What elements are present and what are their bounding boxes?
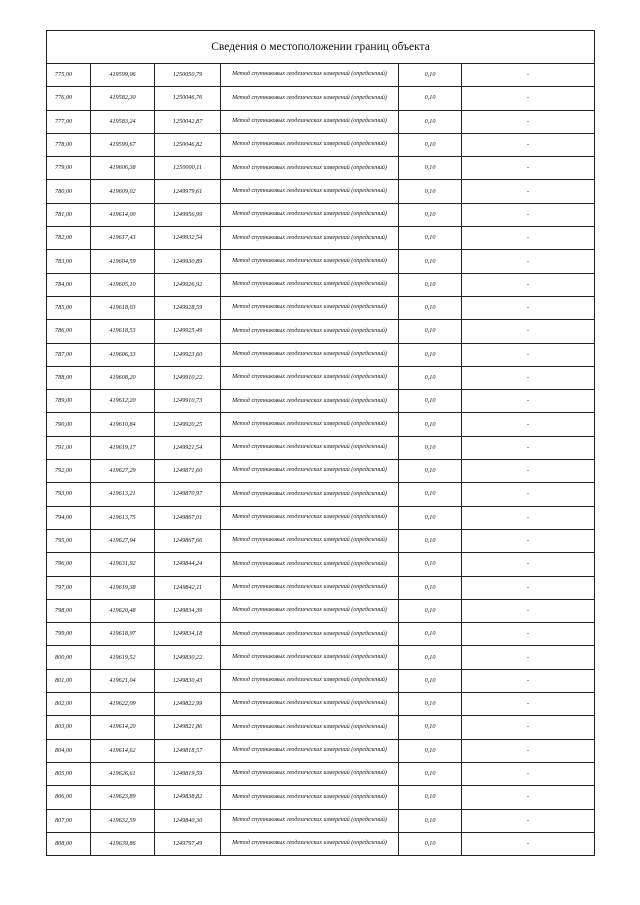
point-number-cell: 788,00 [47, 366, 91, 389]
x-coordinate-cell: 419618,53 [91, 320, 155, 343]
x-coordinate-cell: 419621,04 [91, 669, 155, 692]
point-number-cell: 787,00 [47, 343, 91, 366]
y-coordinate-cell: 1249956,99 [155, 203, 221, 226]
method-cell: Метод спутниковых геодезических измерений (определений) [221, 436, 399, 459]
description-cell: - [462, 716, 595, 739]
description-cell: - [462, 180, 595, 203]
description-cell: - [462, 390, 595, 413]
point-number-cell: 779,00 [47, 157, 91, 180]
y-coordinate-cell: 1249930,89 [155, 250, 221, 273]
table-row [47, 273, 595, 296]
accuracy-cell: 0,10 [399, 809, 462, 832]
table-body [47, 64, 595, 856]
x-coordinate-cell: 419609,02 [91, 180, 155, 203]
y-coordinate-cell: 1249920,25 [155, 413, 221, 436]
y-coordinate-cell: 1249830,43 [155, 669, 221, 692]
point-number-cell: 791,00 [47, 436, 91, 459]
y-coordinate-cell: 1249834,39 [155, 599, 221, 622]
table-row [47, 739, 595, 762]
table-row [47, 390, 595, 413]
y-coordinate-cell: 1249834,18 [155, 623, 221, 646]
table-row [47, 623, 595, 646]
table-row [47, 180, 595, 203]
x-coordinate-cell: 419608,20 [91, 366, 155, 389]
description-cell: - [462, 646, 595, 669]
point-number-cell: 790,00 [47, 413, 91, 436]
y-coordinate-cell: 1249870,97 [155, 483, 221, 506]
method-cell: Метод спутниковых геодезических измерений (определений) [221, 553, 399, 576]
method-cell: Метод спутниковых геодезических измерений (определений) [221, 413, 399, 436]
point-number-cell: 775,00 [47, 64, 91, 87]
accuracy-cell: 0,10 [399, 669, 462, 692]
accuracy-cell: 0,10 [399, 436, 462, 459]
x-coordinate-cell: 419606,33 [91, 343, 155, 366]
table-row [47, 320, 595, 343]
description-cell: - [462, 553, 595, 576]
description-cell: - [462, 762, 595, 785]
method-cell: Метод спутниковых геодезических измерений (определений) [221, 133, 399, 156]
point-number-cell: 808,00 [47, 832, 91, 855]
x-coordinate-cell: 419618,97 [91, 623, 155, 646]
y-coordinate-cell: 1249840,30 [155, 809, 221, 832]
accuracy-cell: 0,10 [399, 646, 462, 669]
table-row [47, 413, 595, 436]
table-row [47, 553, 595, 576]
accuracy-cell: 0,10 [399, 483, 462, 506]
method-cell: Метод спутниковых геодезических измерений (определений) [221, 762, 399, 785]
accuracy-cell: 0,10 [399, 623, 462, 646]
table-row [47, 436, 595, 459]
description-cell: - [462, 483, 595, 506]
accuracy-cell: 0,10 [399, 390, 462, 413]
point-number-cell: 776,00 [47, 87, 91, 110]
y-coordinate-cell: 1249819,59 [155, 762, 221, 785]
accuracy-cell: 0,10 [399, 157, 462, 180]
accuracy-cell: 0,10 [399, 273, 462, 296]
description-cell: - [462, 599, 595, 622]
accuracy-cell: 0,10 [399, 87, 462, 110]
y-coordinate-cell: 1249797,49 [155, 832, 221, 855]
x-coordinate-cell: 419604,59 [91, 250, 155, 273]
point-number-cell: 778,00 [47, 133, 91, 156]
y-coordinate-cell: 1249910,22 [155, 366, 221, 389]
method-cell: Метод спутниковых геодезических измерений (определений) [221, 296, 399, 319]
accuracy-cell: 0,10 [399, 203, 462, 226]
table-row [47, 809, 595, 832]
point-number-cell: 785,00 [47, 296, 91, 319]
table-row [47, 832, 595, 855]
x-coordinate-cell: 419614,62 [91, 739, 155, 762]
method-cell: Метод спутниковых геодезических измерений (определений) [221, 693, 399, 716]
table-row [47, 250, 595, 273]
x-coordinate-cell: 419582,30 [91, 87, 155, 110]
accuracy-cell: 0,10 [399, 506, 462, 529]
x-coordinate-cell: 419613,21 [91, 483, 155, 506]
x-coordinate-cell: 419618,03 [91, 296, 155, 319]
point-number-cell: 801,00 [47, 669, 91, 692]
method-cell: Метод спутниковых геодезических измерений (определений) [221, 623, 399, 646]
description-cell: - [462, 786, 595, 809]
y-coordinate-cell: 1250000,11 [155, 157, 221, 180]
x-coordinate-cell: 419612,20 [91, 390, 155, 413]
method-cell: Метод спутниковых геодезических измерений (определений) [221, 529, 399, 552]
y-coordinate-cell: 1249842,11 [155, 576, 221, 599]
point-number-cell: 777,00 [47, 110, 91, 133]
point-number-cell: 786,00 [47, 320, 91, 343]
accuracy-cell: 0,10 [399, 786, 462, 809]
point-number-cell: 795,00 [47, 529, 91, 552]
method-cell: Метод спутниковых геодезических измерений (определений) [221, 506, 399, 529]
x-coordinate-cell: 419617,43 [91, 227, 155, 250]
accuracy-cell: 0,10 [399, 413, 462, 436]
y-coordinate-cell: 1249830,22 [155, 646, 221, 669]
point-number-cell: 793,00 [47, 483, 91, 506]
x-coordinate-cell: 419639,86 [91, 832, 155, 855]
y-coordinate-cell: 1249822,99 [155, 693, 221, 716]
accuracy-cell: 0,10 [399, 343, 462, 366]
method-cell: Метод спутниковых геодезических измерений (определений) [221, 157, 399, 180]
description-cell: - [462, 343, 595, 366]
method-cell: Метод спутниковых геодезических измерений (определений) [221, 273, 399, 296]
x-coordinate-cell: 419599,06 [91, 64, 155, 87]
accuracy-cell: 0,10 [399, 366, 462, 389]
accuracy-cell: 0,10 [399, 576, 462, 599]
description-cell: - [462, 366, 595, 389]
point-number-cell: 802,00 [47, 693, 91, 716]
x-coordinate-cell: 419599,67 [91, 133, 155, 156]
point-number-cell: 796,00 [47, 553, 91, 576]
x-coordinate-cell: 419606,38 [91, 157, 155, 180]
accuracy-cell: 0,10 [399, 250, 462, 273]
point-number-cell: 782,00 [47, 227, 91, 250]
description-cell: - [462, 809, 595, 832]
x-coordinate-cell: 419614,20 [91, 716, 155, 739]
x-coordinate-cell: 419619,17 [91, 436, 155, 459]
point-number-cell: 803,00 [47, 716, 91, 739]
accuracy-cell: 0,10 [399, 762, 462, 785]
x-coordinate-cell: 419626,61 [91, 762, 155, 785]
description-cell: - [462, 157, 595, 180]
method-cell: Метод спутниковых геодезических измерений (определений) [221, 250, 399, 273]
document-sheet [46, 30, 594, 856]
method-cell: Метод спутниковых геодезических измерений (определений) [221, 739, 399, 762]
accuracy-cell: 0,10 [399, 553, 462, 576]
x-coordinate-cell: 419610,84 [91, 413, 155, 436]
description-cell: - [462, 460, 595, 483]
method-cell: Метод спутниковых геодезических измерений (определений) [221, 203, 399, 226]
method-cell: Метод спутниковых геодезических измерений (определений) [221, 483, 399, 506]
accuracy-cell: 0,10 [399, 296, 462, 319]
table-row [47, 110, 595, 133]
y-coordinate-cell: 1249910,73 [155, 390, 221, 413]
accuracy-cell: 0,10 [399, 599, 462, 622]
y-coordinate-cell: 1249818,57 [155, 739, 221, 762]
description-cell: - [462, 576, 595, 599]
accuracy-cell: 0,10 [399, 832, 462, 855]
description-cell: - [462, 250, 595, 273]
table-row [47, 64, 595, 87]
method-cell: Метод спутниковых геодезических измерений (определений) [221, 576, 399, 599]
accuracy-cell: 0,10 [399, 716, 462, 739]
x-coordinate-cell: 419623,89 [91, 786, 155, 809]
x-coordinate-cell: 419605,10 [91, 273, 155, 296]
description-cell: - [462, 436, 595, 459]
y-coordinate-cell: 1249844,24 [155, 553, 221, 576]
description-cell: - [462, 110, 595, 133]
table-row [47, 646, 595, 669]
description-cell: - [462, 832, 595, 855]
table-row [47, 529, 595, 552]
y-coordinate-cell: 1249867,66 [155, 529, 221, 552]
table-row [47, 762, 595, 785]
point-number-cell: 798,00 [47, 599, 91, 622]
x-coordinate-cell: 419631,92 [91, 553, 155, 576]
y-coordinate-cell: 1250042,87 [155, 110, 221, 133]
table-row [47, 786, 595, 809]
x-coordinate-cell: 419583,24 [91, 110, 155, 133]
point-number-cell: 806,00 [47, 786, 91, 809]
accuracy-cell: 0,10 [399, 460, 462, 483]
method-cell: Метод спутниковых геодезических измерений (определений) [221, 390, 399, 413]
point-number-cell: 797,00 [47, 576, 91, 599]
y-coordinate-cell: 1250046,76 [155, 87, 221, 110]
point-number-cell: 805,00 [47, 762, 91, 785]
table-row [47, 157, 595, 180]
description-cell: - [462, 203, 595, 226]
description-cell: - [462, 529, 595, 552]
description-cell: - [462, 506, 595, 529]
y-coordinate-cell: 1249871,60 [155, 460, 221, 483]
y-coordinate-cell: 1249925,49 [155, 320, 221, 343]
y-coordinate-cell: 1249821,86 [155, 716, 221, 739]
table-row [47, 343, 595, 366]
table-row [47, 366, 595, 389]
y-coordinate-cell: 1249926,92 [155, 273, 221, 296]
method-cell: Метод спутниковых геодезических измерений (определений) [221, 646, 399, 669]
x-coordinate-cell: 419619,52 [91, 646, 155, 669]
method-cell: Метод спутниковых геодезических измерений (определений) [221, 366, 399, 389]
x-coordinate-cell: 419620,48 [91, 599, 155, 622]
description-cell: - [462, 133, 595, 156]
method-cell: Метод спутниковых геодезических измерений (определений) [221, 669, 399, 692]
x-coordinate-cell: 419627,29 [91, 460, 155, 483]
x-coordinate-cell: 419619,38 [91, 576, 155, 599]
y-coordinate-cell: 1249921,54 [155, 436, 221, 459]
y-coordinate-cell: 1250046,82 [155, 133, 221, 156]
table-row [47, 599, 595, 622]
table-row [47, 87, 595, 110]
method-cell: Метод спутниковых геодезических измерений (определений) [221, 786, 399, 809]
description-cell: - [462, 273, 595, 296]
method-cell: Метод спутниковых геодезических измерений (определений) [221, 460, 399, 483]
point-number-cell: 784,00 [47, 273, 91, 296]
method-cell: Метод спутниковых геодезических измерений (определений) [221, 832, 399, 855]
point-number-cell: 799,00 [47, 623, 91, 646]
table-title: Сведения о местоположении границ объекта [47, 31, 595, 64]
y-coordinate-cell: 1249838,82 [155, 786, 221, 809]
x-coordinate-cell: 419627,94 [91, 529, 155, 552]
accuracy-cell: 0,10 [399, 739, 462, 762]
point-number-cell: 792,00 [47, 460, 91, 483]
accuracy-cell: 0,10 [399, 529, 462, 552]
description-cell: - [462, 623, 595, 646]
table-row [47, 669, 595, 692]
y-coordinate-cell: 1249979,61 [155, 180, 221, 203]
method-cell: Метод спутниковых геодезических измерений (определений) [221, 227, 399, 250]
boundary-coordinates-table [46, 30, 595, 856]
method-cell: Метод спутниковых геодезических измерений (определений) [221, 110, 399, 133]
y-coordinate-cell: 1250050,79 [155, 64, 221, 87]
x-coordinate-cell: 419632,59 [91, 809, 155, 832]
method-cell: Метод спутниковых геодезических измерений (определений) [221, 599, 399, 622]
description-cell: - [462, 64, 595, 87]
accuracy-cell: 0,10 [399, 64, 462, 87]
point-number-cell: 781,00 [47, 203, 91, 226]
table-row [47, 227, 595, 250]
x-coordinate-cell: 419613,75 [91, 506, 155, 529]
table-row [47, 203, 595, 226]
point-number-cell: 794,00 [47, 506, 91, 529]
table-row [47, 483, 595, 506]
table-row [47, 576, 595, 599]
accuracy-cell: 0,10 [399, 320, 462, 343]
table-row [47, 460, 595, 483]
method-cell: Метод спутниковых геодезических измерений (определений) [221, 809, 399, 832]
description-cell: - [462, 739, 595, 762]
method-cell: Метод спутниковых геодезических измерений (определений) [221, 320, 399, 343]
y-coordinate-cell: 1249928,59 [155, 296, 221, 319]
accuracy-cell: 0,10 [399, 180, 462, 203]
accuracy-cell: 0,10 [399, 227, 462, 250]
table-row [47, 133, 595, 156]
method-cell: Метод спутниковых геодезических измерений (определений) [221, 716, 399, 739]
description-cell: - [462, 693, 595, 716]
point-number-cell: 800,00 [47, 646, 91, 669]
description-cell: - [462, 320, 595, 343]
accuracy-cell: 0,10 [399, 110, 462, 133]
point-number-cell: 783,00 [47, 250, 91, 273]
y-coordinate-cell: 1249867,01 [155, 506, 221, 529]
description-cell: - [462, 413, 595, 436]
point-number-cell: 807,00 [47, 809, 91, 832]
x-coordinate-cell: 419622,09 [91, 693, 155, 716]
method-cell: Метод спутниковых геодезических измерений (определений) [221, 180, 399, 203]
description-cell: - [462, 87, 595, 110]
table-row [47, 693, 595, 716]
y-coordinate-cell: 1249932,54 [155, 227, 221, 250]
accuracy-cell: 0,10 [399, 693, 462, 716]
point-number-cell: 780,00 [47, 180, 91, 203]
method-cell: Метод спутниковых геодезических измерений (определений) [221, 64, 399, 87]
x-coordinate-cell: 419614,00 [91, 203, 155, 226]
method-cell: Метод спутниковых геодезических измерений (определений) [221, 343, 399, 366]
description-cell: - [462, 296, 595, 319]
accuracy-cell: 0,10 [399, 133, 462, 156]
method-cell: Метод спутниковых геодезических измерений (определений) [221, 87, 399, 110]
table-row [47, 296, 595, 319]
table-row [47, 506, 595, 529]
point-number-cell: 789,00 [47, 390, 91, 413]
description-cell: - [462, 669, 595, 692]
table-row [47, 716, 595, 739]
y-coordinate-cell: 1249923,60 [155, 343, 221, 366]
point-number-cell: 804,00 [47, 739, 91, 762]
description-cell: - [462, 227, 595, 250]
